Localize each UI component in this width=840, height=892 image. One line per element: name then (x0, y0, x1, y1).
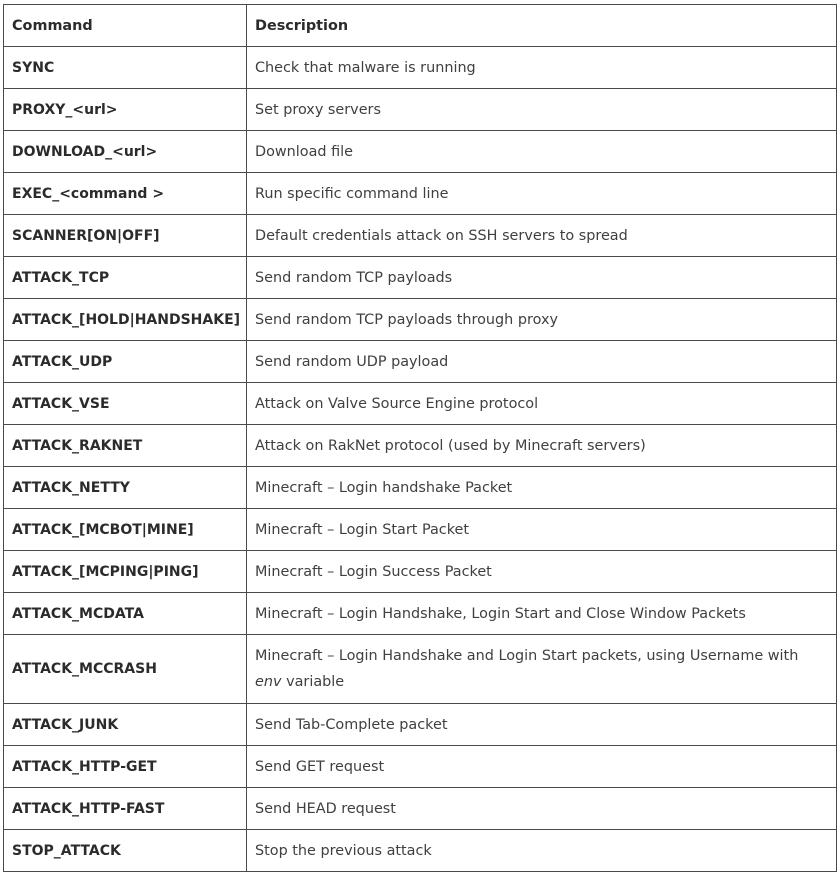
description-cell: Minecraft – Login Start Packet (247, 509, 837, 551)
description-cell: Set proxy servers (247, 89, 837, 131)
command-cell: ATTACK_MCCRASH (4, 635, 247, 704)
table-row (4, 635, 837, 704)
description-text: variable (281, 674, 345, 690)
commands-table (3, 4, 837, 872)
table-row (4, 593, 837, 635)
table-header-row (4, 5, 837, 47)
table-row (4, 788, 837, 830)
table-row (4, 215, 837, 257)
command-cell: ATTACK_VSE (4, 383, 247, 425)
command-cell: ATTACK_MCDATA (4, 593, 247, 635)
command-cell: EXEC_<command > (4, 173, 247, 215)
table-row (4, 509, 837, 551)
description-cell: Send GET request (247, 746, 837, 788)
description-cell: Send random TCP payloads (247, 257, 837, 299)
description-text: Minecraft – Login Handshake and Login Start packets, using Username with (255, 648, 799, 664)
description-cell: Send HEAD request (247, 788, 837, 830)
description-cell: Send random TCP payloads through proxy (247, 299, 837, 341)
description-cell: Minecraft – Login Handshake, Login Start and Close Window Packets (247, 593, 837, 635)
description-cell: Stop the previous attack (247, 830, 837, 872)
table-row (4, 383, 837, 425)
table-row (4, 830, 837, 872)
description-cell: Check that malware is running (247, 47, 837, 89)
description-cell: Send Tab-Complete packet (247, 704, 837, 746)
header-description: Description (247, 5, 837, 47)
description-cell: Run specific command line (247, 173, 837, 215)
table-row (4, 704, 837, 746)
command-cell: ATTACK_HTTP-FAST (4, 788, 247, 830)
command-cell: SCANNER[ON|OFF] (4, 215, 247, 257)
command-cell: ATTACK_[MCBOT|MINE] (4, 509, 247, 551)
description-emphasis: env (255, 674, 282, 690)
table-row (4, 467, 837, 509)
command-cell: SYNC (4, 47, 247, 89)
table-row (4, 173, 837, 215)
table-row (4, 89, 837, 131)
description-cell: Attack on Valve Source Engine protocol (247, 383, 837, 425)
table-row (4, 746, 837, 788)
table-row (4, 425, 837, 467)
table-row (4, 257, 837, 299)
table-row (4, 131, 837, 173)
command-cell: ATTACK_[MCPING|PING] (4, 551, 247, 593)
table-row (4, 47, 837, 89)
header-command: Command (4, 5, 247, 47)
command-cell: ATTACK_JUNK (4, 704, 247, 746)
command-cell: PROXY_<url> (4, 89, 247, 131)
description-cell: Send random UDP payload (247, 341, 837, 383)
command-cell: STOP_ATTACK (4, 830, 247, 872)
table-row (4, 299, 837, 341)
command-cell: ATTACK_HTTP-GET (4, 746, 247, 788)
command-cell: ATTACK_UDP (4, 341, 247, 383)
description-cell: Minecraft – Login Success Packet (247, 551, 837, 593)
command-cell: ATTACK_TCP (4, 257, 247, 299)
description-cell: Download file (247, 131, 837, 173)
description-cell (247, 635, 837, 704)
command-cell: ATTACK_RAKNET (4, 425, 247, 467)
table-row (4, 551, 837, 593)
description-cell: Minecraft – Login handshake Packet (247, 467, 837, 509)
table-row (4, 341, 837, 383)
description-cell: Attack on RakNet protocol (used by Minecraft servers) (247, 425, 837, 467)
command-cell: DOWNLOAD_<url> (4, 131, 247, 173)
description-cell: Default credentials attack on SSH servers to spread (247, 215, 837, 257)
command-cell: ATTACK_NETTY (4, 467, 247, 509)
command-cell: ATTACK_[HOLD|HANDSHAKE] (4, 299, 247, 341)
